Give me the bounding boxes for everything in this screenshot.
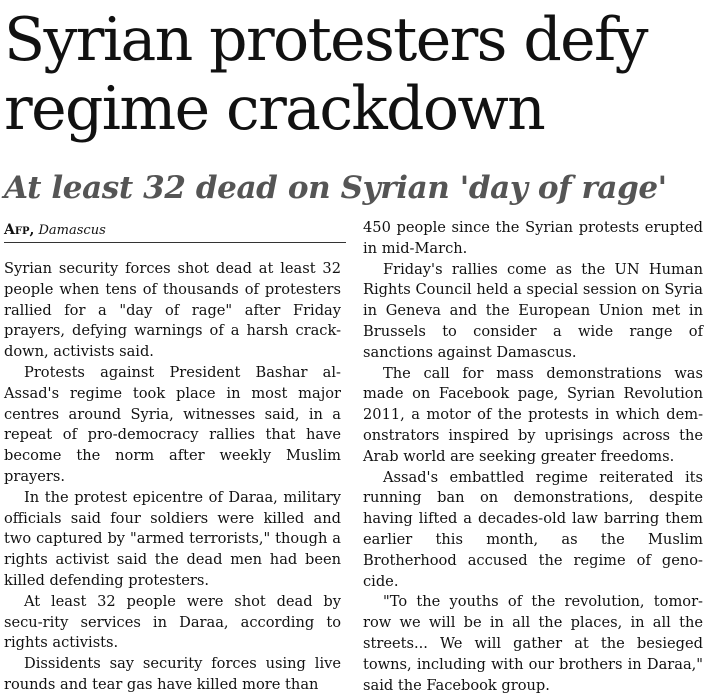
paragraph: In the protest epicentre of Daraa, military officials said four soldiers were killed and two captured by "armed terrorists," though a rights activist said the dead men had been killed defending protesters. <box>4 488 341 589</box>
paragraph: "To the youths of the revolution, tomor-row we will be in all the places, in all the streets... We will gather at the besieged towns, including with our brothers in Daraa," said the Facebook group. <box>363 593 703 694</box>
headline: Syrian protesters defy regime crackdown <box>4 5 647 144</box>
paragraph: The call for mass demonstrations was made on Facebook page, Syrian Revolution 2011, a motor of the protests in which dem-onstrators inspired by uprisings across the Arab world are seeking greater freedoms. <box>363 364 703 465</box>
article-column-2 <box>363 218 703 696</box>
article-column-1 <box>4 259 341 696</box>
subheadline: At least 32 dead on Syrian 'day of rage' <box>4 170 667 206</box>
paragraph: Assad's embattled regime reiterated its running ban on demonstrations, despite having lifted a decades-old law barring them earlier this month, as the Muslim Brotherhood accused the regime of geno-cide. <box>363 468 703 590</box>
byline-agency: Afp, <box>4 222 35 238</box>
byline <box>4 221 344 240</box>
paragraph: At least 32 people were shot dead by secu-rity services in Daraa, according to rights activists. <box>4 592 341 652</box>
paragraph: Friday's rallies come as the UN Human Rights Council held a special session on Syria in Geneva and the European Union met in Brussels to consider a wide range of sanctions against Damascus. <box>363 260 703 361</box>
paragraph: 450 people since the Syrian protests erupted in mid-March. <box>363 219 703 257</box>
paragraph: Syrian security forces shot dead at least 32 people when tens of thousands of protesters rallied for a "day of rage" after Friday prayers, defying warnings of a harsh crack-down, activists said. <box>4 260 341 361</box>
byline-place: Damascus <box>38 223 106 238</box>
paragraph: Dissidents say security forces using live rounds and tear gas have killed more than <box>4 655 341 693</box>
byline-divider <box>4 242 346 243</box>
paragraph: Protests against President Bashar al-Assad's regime took place in most major centres around Syria, witnesses said, in a repeat of pro-democracy rallies that have become the norm after weekly Muslim prayers. <box>4 363 341 485</box>
